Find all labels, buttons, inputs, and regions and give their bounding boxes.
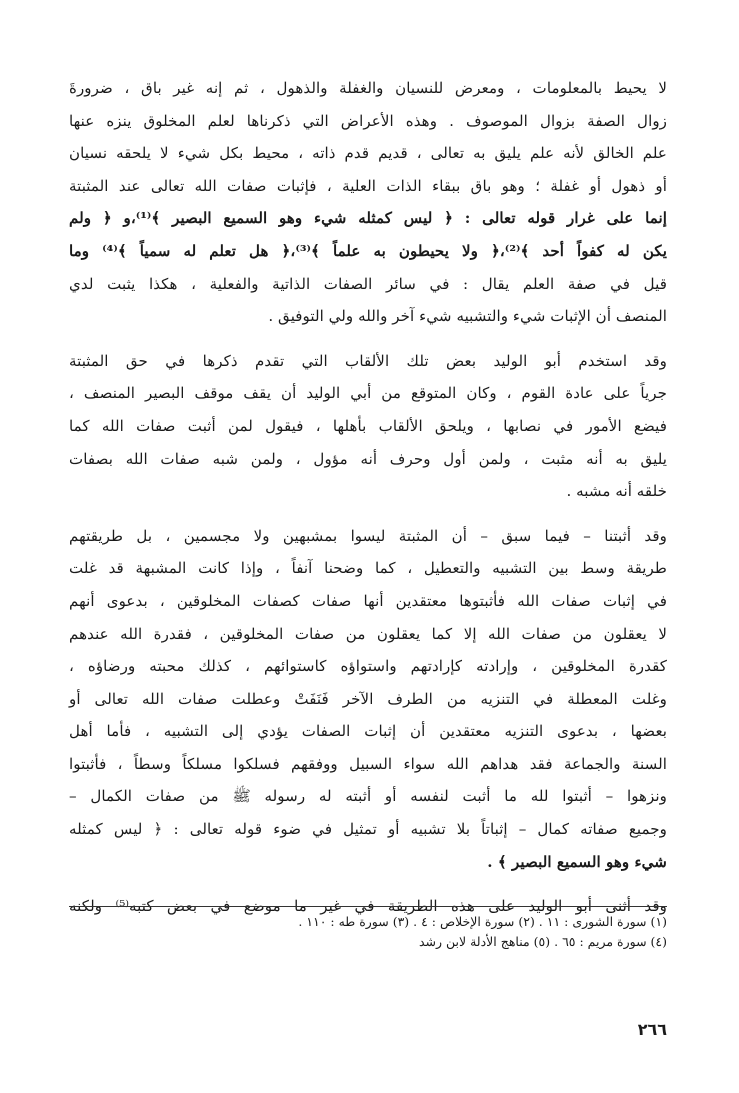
text-line: فيضع الأمور في نصابها ، ويلحق الألقاب بأهلها ، فيقول لمن أثبت صفات الله كما	[69, 416, 667, 435]
text-line: أو ذهول أو غفلة ؛ وهو باق ببقاء الذات العلية ، فإثبات صفات الله تعالى عند المثبتة	[69, 176, 667, 195]
paragraph-2	[69, 345, 667, 508]
text-line: لا يعقلون من صفات الله إلا كما يعقلون من صفات المخلوقين ، فقدرة الله عندهم	[69, 624, 667, 643]
text-line: خلقه أنه مشبه .	[566, 482, 667, 501]
text-line: يليق به أنه مثبت ، ولمن أول وحرف أنه مؤول ، ولمن شبه صفات الله بصفات	[69, 449, 667, 468]
text-line: ونزهوا – أثبتوا لله ما أثبت لنفسه أو أثبته له رسوله ﷺ من صفات الكمال –	[69, 787, 667, 806]
text-line: طريقة وسط بين التشبيه والتعطيل ، كما وضحنا آنفاً ، وإذا كانت المشبهة قد غلت	[69, 559, 667, 578]
quran-verse-line: شيء وهو السميع البصير ﴾ .	[487, 852, 667, 871]
text-line: السنة والجماعة فقد هداهم الله سواء السبيل ووفقهم فسلكوا مسلكاً وسطاً ، فأثبتوا	[69, 754, 667, 773]
text-line: وغلت المعطلة في التنزيه من الطرف الآخر فَنَفَتْ وعطلت صفات الله تعالى أو	[69, 689, 667, 708]
text-line: في إثبات صفات الله فأثبتوها معتقدين أنها صفات كصفات المخلوقين ، بدعوى أنهم	[69, 591, 667, 610]
footnotes	[69, 912, 667, 952]
text-line: وقد أثنى أبو الوليد على هذه الطريقة في غير ما موضع في بعض كتبه⁽⁵⁾ ولكنه	[69, 897, 667, 916]
text-line: وقد استخدم أبو الوليد بعض تلك الألقاب التي تقدم ذكرها في حق المثبتة	[69, 351, 667, 370]
text-line: جرياً على عادة القوم ، وكان المتوقع من أبي الوليد أن يقف موقف البصير المنصف ،	[69, 384, 667, 403]
quran-verse-line: يكن له كفواً أحد ﴾⁽²⁾،﴿ ولا يحيطون به علماً ﴾⁽³⁾،﴿ هل تعلم له سمياً ﴾⁽⁴⁾ وما	[69, 241, 668, 260]
text-line: لا يحيط بالمعلومات ، ومعرض للنسيان والغفلة والذهول ، ثم إنه غير باق ، ضرورةَ	[69, 79, 667, 97]
text-line: زوال الصفة بزوال الموصوف . وهذه الأعراض التي ذكرناها لعلم المخلوق ينزه عنها	[69, 111, 667, 130]
text-line: علم الخالق لأنه علم يليق به تعالى ، قديم قدم ذاته ، محيط بكل شيء لا يلحقه نسيان	[69, 144, 667, 163]
footnote-line: (١) سورة الشورى : ١١ . (٢) سورة الإخلاص : ٤ . (٣) سورة طه : ١١٠ .	[298, 914, 667, 929]
text-line: كقدرة المخلوقين ، وإرادته كإرادتهم واستواؤه كاستوائهم ، كذلك محبته ورضاؤه ،	[69, 657, 667, 676]
text-line: قيل في صفة العلم يقال : في سائر الصفات الذاتية والفعلية ، هكذا يثبت لدي	[69, 274, 667, 293]
quran-verse-line: إنما على غرار قوله تعالى : ﴿ ليس كمثله شيء وهو السميع البصير ﴾⁽¹⁾،و ﴿ ولم	[69, 209, 667, 228]
text-line: وجميع صفاته كمال – إثباتاً بلا تشبيه أو تمثيل في ضوء قوله تعالى : ﴿ ليس كمثله	[69, 820, 667, 839]
footnote-line: (٤) سورة مريم : ٦٥ . (٥) مناهج الأدلة لابن رشد	[418, 934, 667, 949]
paragraph-1	[69, 72, 667, 333]
footnote-divider	[69, 906, 667, 907]
page-number: ٢٦٦	[637, 1020, 667, 1039]
text-line: المنصف أن الإثبات شيء والتشبيه شيء آخر والله ولي التوفيق .	[268, 307, 667, 326]
text-line: وقد أثبتنا – فيما سبق – أن المثبتة ليسوا بمشبهين ولا مجسمين ، بل طريقتهم	[69, 526, 667, 545]
body-text	[69, 72, 667, 923]
paragraph-3	[69, 520, 667, 879]
text-line: بعضها ، بدعوى التنزيه معتقدين أن إثبات الصفات يؤدي إلى التشبيه ، فأما أهل	[69, 722, 667, 741]
